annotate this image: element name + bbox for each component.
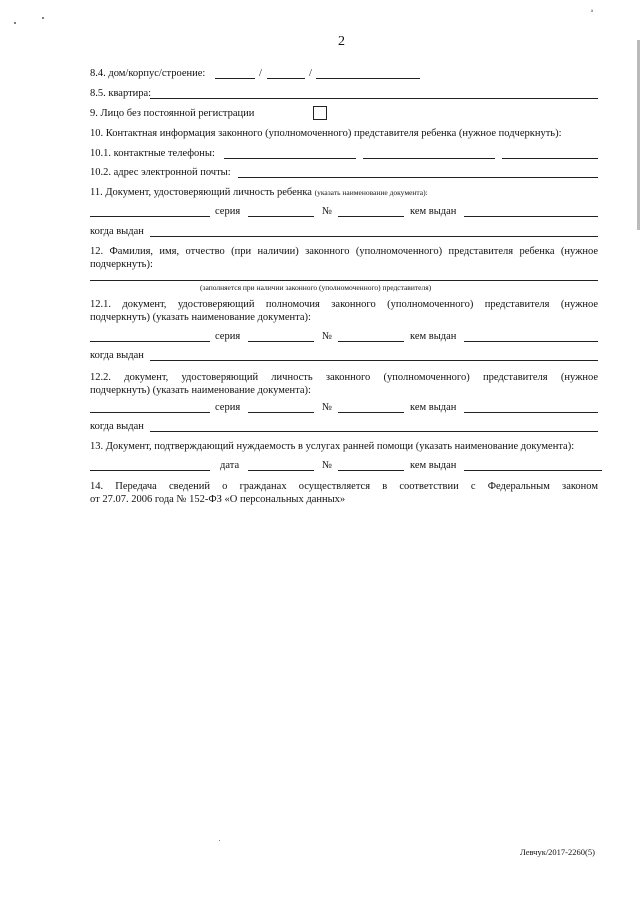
- need-document-number-field[interactable]: [338, 470, 404, 471]
- issued-by-label: кем выдан: [410, 460, 457, 471]
- building-field[interactable]: [267, 78, 305, 79]
- child-document-issuer-field[interactable]: [464, 216, 598, 217]
- need-document-date-field[interactable]: [248, 470, 314, 471]
- number-label: №: [322, 331, 333, 342]
- representative-name-caption: (заполняется при наличии законного (уполномоченного) представителя): [200, 283, 432, 292]
- house-label: 8.4. дом/корпус/строение:: [90, 68, 206, 79]
- consent-text-line1: 14. Передача сведений о гражданах осуществляется в соответствии с Федеральным законом: [90, 481, 598, 492]
- representative-name-field[interactable]: [90, 280, 598, 281]
- issued-by-label: кем выдан: [410, 331, 457, 342]
- when-issued-label: когда выдан: [90, 350, 144, 361]
- email-label: 10.2. адрес электронной почты:: [90, 167, 231, 178]
- identity-doc-name-field[interactable]: [90, 412, 210, 413]
- child-document-series-field[interactable]: [248, 216, 314, 217]
- identity-doc-series-field[interactable]: [248, 412, 314, 413]
- need-document-name-field[interactable]: [90, 470, 210, 471]
- contact-header: 10. Контактная информация законного (уполномоченного) представителя ребенка (нужное подчеркнуть):: [90, 128, 562, 139]
- slash-separator: /: [259, 68, 262, 79]
- representative-name-header-line2: подчеркнуть):: [90, 259, 153, 270]
- authority-doc-series-field[interactable]: [248, 341, 314, 342]
- authority-doc-header-line1: 12.1. документ, удостоверяющий полномочия законного (уполномоченного) представителя (нужное: [90, 299, 598, 310]
- authority-doc-header-line2: подчеркнуть) (указать наименование документа):: [90, 312, 311, 323]
- number-label: №: [322, 460, 333, 471]
- authority-doc-number-field[interactable]: [338, 341, 404, 342]
- authority-doc-date-field[interactable]: [150, 360, 598, 361]
- child-document-hint: (указать наименование документа):: [314, 188, 428, 197]
- slash-separator: /: [309, 68, 312, 79]
- phone-field-1[interactable]: [224, 158, 356, 159]
- authority-doc-name-field[interactable]: [90, 341, 210, 342]
- child-document-name-field[interactable]: [90, 216, 210, 217]
- apartment-field[interactable]: [150, 98, 598, 99]
- scan-speck: [219, 840, 220, 841]
- identity-doc-date-field[interactable]: [150, 431, 598, 432]
- footer-code: Левчук/2017-2260(5): [520, 847, 595, 857]
- scan-speck: [42, 17, 44, 19]
- number-label: №: [322, 402, 333, 413]
- issued-by-label: кем выдан: [410, 402, 457, 413]
- identity-doc-number-field[interactable]: [338, 412, 404, 413]
- apartment-label: 8.5. квартира:: [90, 88, 152, 99]
- house-field[interactable]: [215, 78, 255, 79]
- series-label: серия: [215, 206, 241, 217]
- structure-field[interactable]: [316, 78, 420, 79]
- number-label: №: [322, 206, 333, 217]
- consent-text-line2: от 27.07. 2006 года № 152-ФЗ «О персональных данных»: [90, 494, 346, 505]
- child-document-header: [90, 188, 428, 199]
- authority-doc-issuer-field[interactable]: [464, 341, 598, 342]
- no-registration-checkbox[interactable]: [313, 106, 327, 120]
- phones-label: 10.1. контактные телефоны:: [90, 148, 215, 159]
- issued-by-label: кем выдан: [410, 206, 457, 217]
- identity-doc-issuer-field[interactable]: [464, 412, 598, 413]
- no-registration-label: 9. Лицо без постоянной регистрации: [90, 108, 255, 119]
- series-label: серия: [215, 331, 241, 342]
- identity-doc-header-line1: 12.2. документ, удостоверяющий личность законного (уполномоченного) представителя (нужное: [90, 372, 598, 383]
- phone-field-2[interactable]: [363, 158, 495, 159]
- scan-speck: [14, 22, 16, 24]
- child-document-number-field[interactable]: [338, 216, 404, 217]
- email-field[interactable]: [238, 177, 598, 178]
- need-document-header: 13. Документ, подтверждающий нуждаемость в услугах ранней помощи (указать наименование документа):: [90, 441, 575, 452]
- representative-name-header-line1: 12. Фамилия, имя, отчество (при наличии) законного (уполномоченного) представителя ребенка (нужное: [90, 246, 598, 257]
- need-document-issuer-field[interactable]: [464, 470, 602, 471]
- child-document-date-field[interactable]: [150, 236, 598, 237]
- phone-field-3[interactable]: [502, 158, 598, 159]
- when-issued-label: когда выдан: [90, 421, 144, 432]
- identity-doc-header-line2: подчеркнуть) (указать наименование документа):: [90, 385, 311, 396]
- when-issued-label: когда выдан: [90, 226, 144, 237]
- date-label: дата: [220, 460, 240, 471]
- series-label: серия: [215, 402, 241, 413]
- child-document-title: 11. Документ, удостоверяющий личность ребенка: [90, 187, 312, 198]
- page-number: 2: [338, 34, 345, 49]
